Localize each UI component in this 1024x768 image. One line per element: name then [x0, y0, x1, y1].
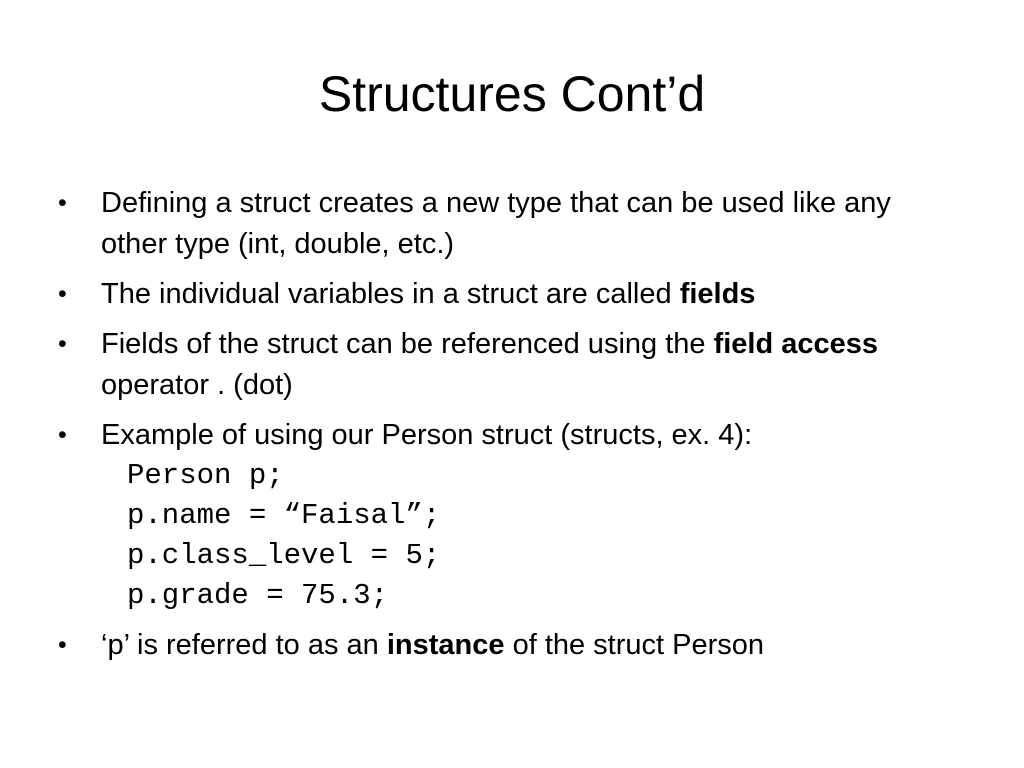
bullet-text: The individual variables in a struct are called	[101, 278, 680, 310]
code-line: p.name = “Faisal”;	[127, 499, 441, 532]
bullet-icon: •	[58, 280, 67, 308]
bullet-text: Defining a struct creates a new type that can be used like any other type (int, double, etc.)	[101, 187, 891, 260]
code-line: p.grade = 75.3;	[127, 579, 389, 612]
bullet-list	[58, 183, 958, 675]
bullet-icon: •	[58, 189, 67, 217]
bullet-text-after: operator . (dot)	[101, 369, 293, 401]
code-line: p.class_level = 5;	[127, 539, 441, 572]
bullet-bold-term: field access	[713, 328, 879, 360]
bullet-bold-term: instance	[386, 629, 505, 661]
bullet-icon: •	[58, 330, 67, 358]
bullet-text-after: of the struct Person	[504, 629, 765, 661]
bullet-text: Example of using our Person struct (structs, ex. 4):	[101, 419, 753, 451]
bullet-text: Fields of the struct can be referenced using the	[101, 328, 714, 360]
bullet-icon: •	[58, 631, 67, 659]
bullet-text: ‘p’ is referred to as an	[101, 629, 387, 661]
bullet-item-fields	[58, 274, 958, 315]
bullet-icon: •	[58, 421, 67, 449]
slide-title: Structures Cont’d	[318, 66, 706, 122]
bullet-item-example	[58, 415, 958, 616]
bullet-item-field-access	[58, 324, 931, 406]
code-block	[101, 456, 958, 616]
bullet-item-instance	[58, 625, 958, 666]
bullet-item-struct-type	[58, 183, 951, 265]
bullet-bold-term: fields	[679, 278, 756, 310]
code-line: Person p;	[127, 459, 284, 492]
